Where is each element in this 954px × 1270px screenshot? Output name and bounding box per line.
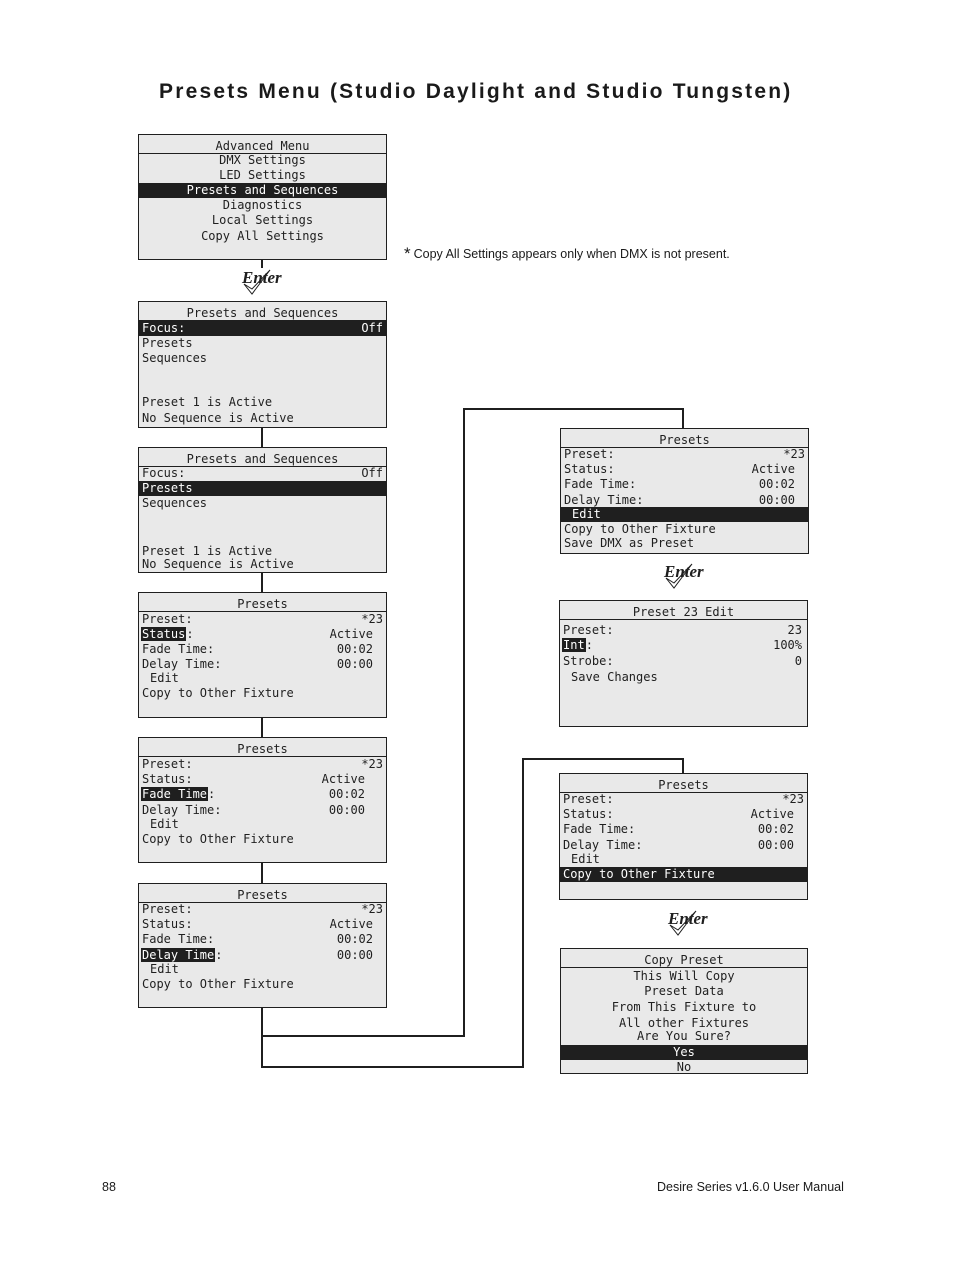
menu-item-focus[interactable] [139, 466, 386, 481]
row-value: *23 [783, 447, 805, 461]
row-value: 00:02 [757, 822, 794, 836]
menu-item-focus[interactable] [139, 321, 386, 336]
message-line: Are You Sure? [637, 1029, 731, 1043]
screen-copy-preset [560, 948, 808, 1074]
row-label: Focus: [142, 466, 186, 480]
row-value: Active [321, 772, 365, 786]
connector-wire [682, 408, 684, 428]
row-label: Delay Time: [142, 803, 222, 817]
menu-item-presets-and-sequences[interactable]: Presets and Sequences [139, 183, 386, 198]
screen-presets-delay-time [138, 883, 387, 1008]
screen-header: Presets [561, 429, 808, 448]
screen-presets-sequences-presets [138, 447, 387, 573]
connector-wire [463, 408, 465, 1037]
footnote-asterisk: * [404, 244, 411, 263]
menu-item-copy-to-other-fixture[interactable]: Copy to Other Fixture [142, 832, 294, 846]
row-value: *23 [361, 757, 383, 771]
message-line: This Will Copy [633, 969, 735, 983]
row-delay-time[interactable] [139, 803, 386, 818]
row-label: Fade Time: [564, 477, 637, 491]
row-value: Active [750, 807, 794, 821]
screen-header: Presets and Sequences [139, 302, 386, 321]
row-value: 00:02 [328, 787, 365, 801]
row-label: Status: [563, 807, 614, 821]
row-status[interactable] [139, 627, 386, 642]
menu-item-edit[interactable] [561, 507, 808, 522]
row-label-selected: Int [563, 638, 585, 652]
row-strobe[interactable] [560, 654, 807, 669]
row-label: Edit [150, 671, 179, 685]
confirm-no-option[interactable]: No [676, 1060, 692, 1074]
row-value: Active [329, 627, 373, 641]
message-line: From This Fixture to [611, 1000, 757, 1014]
row-label: Edit [150, 962, 179, 976]
status-preset-active: Preset 1 is Active [142, 395, 273, 409]
connector-wire [261, 428, 263, 448]
row-delay-time[interactable] [139, 948, 386, 963]
menu-item-edit[interactable] [139, 962, 386, 977]
menu-item-local-settings[interactable]: Local Settings [211, 213, 314, 227]
row-preset[interactable] [139, 902, 386, 917]
menu-item-copy-to-other-fixture[interactable]: Copy to Other Fixture [564, 522, 716, 536]
row-label: Delay Time: [564, 493, 644, 507]
footnote [404, 244, 730, 264]
screen-header: Presets [139, 593, 386, 612]
enter-icon [666, 905, 712, 939]
row-status[interactable] [561, 462, 808, 477]
row-value: 00:02 [758, 477, 795, 491]
row-label: Strobe: [563, 654, 614, 668]
row-status[interactable] [139, 772, 386, 787]
connector-wire [261, 1035, 464, 1037]
screen-presets-edit [560, 428, 809, 554]
menu-item-presets[interactable]: Presets [142, 336, 193, 350]
screen-presets-sequences-focus [138, 301, 387, 428]
row-value: Off [361, 321, 383, 335]
row-value: 00:00 [757, 838, 794, 852]
connector-wire [522, 758, 524, 1068]
row-fade-time[interactable] [139, 642, 386, 657]
page-number: 88 [102, 1180, 116, 1194]
row-label: Edit [150, 817, 179, 831]
row-label: Status: [142, 917, 193, 931]
row-value: 00:00 [336, 948, 373, 962]
row-label: Fade Time: [142, 642, 215, 656]
row-label: Preset: [142, 612, 193, 626]
status-sequence-active: No Sequence is Active [142, 557, 294, 571]
row-label: Preset: [142, 757, 193, 771]
enter-icon [662, 558, 708, 592]
menu-item-copy-all-settings[interactable]: Copy All Settings [201, 229, 324, 243]
row-label: Delay Time: [563, 838, 643, 852]
status-sequence-active: No Sequence is Active [142, 411, 294, 425]
row-preset[interactable] [139, 757, 386, 772]
row-status[interactable] [139, 917, 386, 932]
row-preset[interactable] [560, 623, 807, 638]
status-preset-active: Preset 1 is Active [142, 544, 273, 558]
row-fade-time[interactable] [139, 787, 386, 802]
connector-wire [261, 1008, 263, 1068]
svg-text:Enter: Enter [242, 268, 282, 287]
screen-header: Presets and Sequences [139, 448, 386, 467]
menu-item-edit[interactable] [560, 852, 807, 867]
row-value: 23 [787, 623, 802, 637]
row-colon: : [186, 627, 194, 641]
row-colon: : [208, 787, 216, 801]
row-label: Preset: [563, 623, 614, 637]
row-label: Edit [571, 852, 600, 866]
connector-wire [261, 573, 263, 593]
row-delay-time[interactable] [560, 838, 807, 853]
row-value: 100% [773, 638, 802, 652]
screen-header: Presets [139, 884, 386, 903]
menu-item-copy-to-other-fixture[interactable]: Copy to Other Fixture [560, 867, 807, 882]
row-label: Fade Time: [563, 822, 636, 836]
connector-wire [463, 408, 684, 410]
row-label: Preset: [563, 792, 614, 806]
row-label-selected: Delay Time [142, 948, 215, 962]
connector-wire [261, 863, 263, 884]
row-delay-time[interactable] [561, 493, 808, 508]
row-value: *23 [361, 612, 383, 626]
row-colon: : [585, 638, 593, 652]
message-line: Preset Data [644, 984, 724, 998]
manual-title: Desire Series v1.6.0 User Manual [657, 1180, 844, 1194]
menu-item-sequences[interactable]: Sequences [142, 496, 208, 510]
row-label: Fade Time: [142, 932, 215, 946]
row-label: Save Changes [571, 670, 658, 684]
row-value: Active [329, 917, 373, 931]
row-label: Preset: [142, 902, 193, 916]
row-label: Status: [142, 772, 193, 786]
enter-icon [240, 264, 286, 298]
row-preset[interactable] [560, 792, 807, 807]
connector-wire [261, 718, 263, 738]
row-intensity[interactable] [560, 638, 807, 653]
row-label-selected: Status [142, 627, 186, 641]
menu-item-copy-to-other-fixture[interactable]: Copy to Other Fixture [142, 977, 294, 991]
row-fade-time[interactable] [561, 477, 808, 492]
menu-item-sequences[interactable]: Sequences [142, 351, 208, 365]
page-title: Presets Menu (Studio Daylight and Studio Tungsten) [159, 80, 793, 103]
row-label: Edit [572, 507, 601, 521]
menu-item-diagnostics[interactable]: Diagnostics [222, 198, 303, 212]
connector-wire [261, 1066, 524, 1068]
screen-presets-copy [559, 773, 808, 900]
svg-text:Enter: Enter [668, 909, 708, 928]
row-preset[interactable] [561, 447, 808, 462]
row-fade-time[interactable] [560, 822, 807, 837]
menu-item-save-dmx-as-preset[interactable]: Save DMX as Preset [564, 536, 695, 550]
connector-wire [682, 758, 684, 774]
row-value: 00:02 [336, 642, 373, 656]
row-label-selected: Fade Time [142, 787, 208, 801]
menu-item-save-changes[interactable] [560, 670, 807, 685]
screen-header: Preset 23 Edit [560, 601, 807, 620]
row-delay-time[interactable] [139, 657, 386, 672]
menu-item-led-settings[interactable]: LED Settings [219, 168, 306, 182]
row-preset[interactable] [139, 612, 386, 627]
row-value: 00:00 [758, 493, 795, 507]
menu-item-copy-to-other-fixture[interactable]: Copy to Other Fixture [142, 686, 294, 700]
connector-wire [522, 758, 684, 760]
row-label: Delay Time: [142, 657, 222, 671]
screen-advanced-menu [138, 134, 387, 260]
screen-preset-23-edit [559, 600, 808, 727]
row-value: 0 [794, 654, 802, 668]
row-status[interactable] [560, 807, 807, 822]
row-label: Preset: [564, 447, 615, 461]
row-label: Status: [564, 462, 615, 476]
row-colon: : [215, 948, 223, 962]
row-value: 00:02 [336, 932, 373, 946]
row-value: *23 [361, 902, 383, 916]
row-value: Off [361, 466, 383, 480]
row-value: Active [751, 462, 795, 476]
row-fade-time[interactable] [139, 932, 386, 947]
message-line: All other Fixtures [618, 1016, 750, 1030]
confirm-yes-option[interactable]: Yes [561, 1045, 807, 1060]
menu-item-dmx-settings[interactable]: DMX Settings [219, 153, 306, 167]
screen-header: Copy Preset [561, 949, 807, 968]
screen-presets-status [138, 592, 387, 718]
row-value: *23 [782, 792, 804, 806]
menu-item-edit[interactable] [139, 817, 386, 832]
menu-item-presets[interactable]: Presets [139, 481, 386, 496]
screen-header: Presets [560, 774, 807, 793]
svg-text:Enter: Enter [664, 562, 704, 581]
row-value: 00:00 [336, 657, 373, 671]
screen-header: Advanced Menu [139, 135, 386, 154]
row-value: 00:00 [328, 803, 365, 817]
menu-item-edit[interactable] [139, 671, 386, 686]
row-label: Focus: [142, 321, 186, 335]
footnote-text: Copy All Settings appears only when DMX is not present. [413, 247, 730, 261]
screen-presets-fade-time [138, 737, 387, 863]
screen-header: Presets [139, 738, 386, 757]
